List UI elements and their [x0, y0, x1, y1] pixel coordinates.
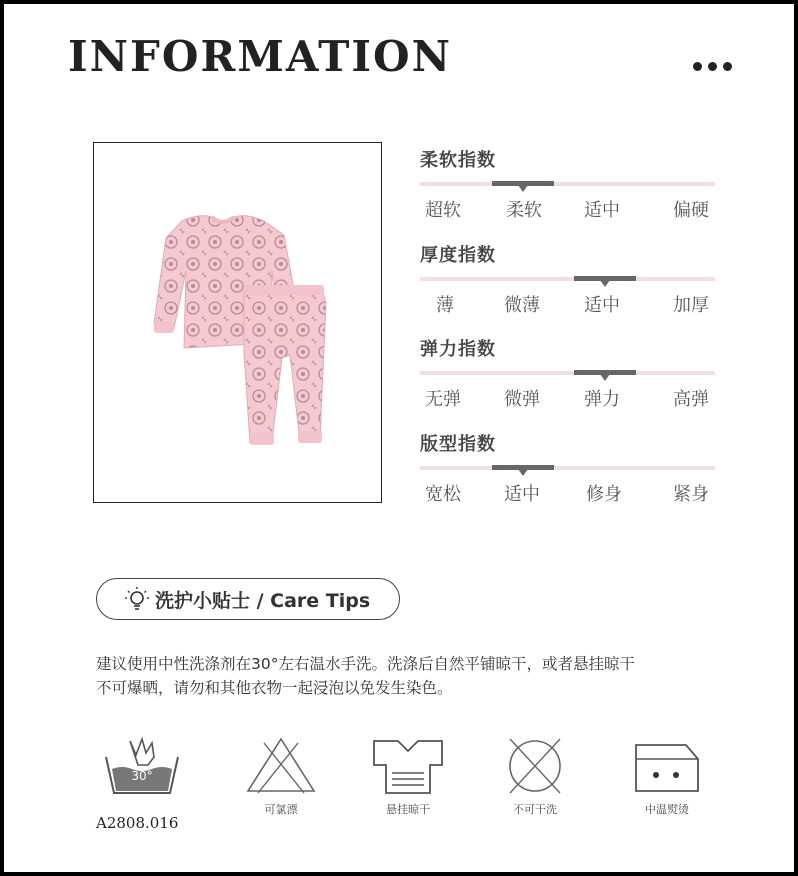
lightbulb-icon — [125, 586, 149, 612]
thickness-label: 微薄 — [504, 295, 540, 316]
thickness-label: 加厚 — [673, 295, 709, 316]
elasticity-label: 高弹 — [673, 389, 709, 410]
bleach-icon — [244, 735, 318, 821]
elasticity-label: 微弹 — [504, 389, 540, 410]
hang-dry-icon — [370, 735, 446, 821]
softness-label: 柔软 — [506, 200, 542, 221]
iron-medium-caption: 中温熨烫 — [645, 803, 689, 816]
more-dots-icon[interactable] — [693, 62, 732, 71]
thickness-label: 薄 — [436, 295, 454, 316]
care-text-line: 不可爆晒，请勿和其他衣物一起浸泡以免发生染色。 — [96, 679, 453, 697]
elasticity-marker — [574, 370, 636, 375]
care-tips-label: 洗护小贴士 / Care Tips — [155, 589, 371, 612]
softness-index-title: 柔软指数 — [420, 150, 496, 171]
fit-index-title: 版型指数 — [420, 434, 496, 455]
fit-marker — [492, 465, 554, 470]
thickness-index-title: 厚度指数 — [420, 245, 496, 266]
product-image — [93, 142, 382, 503]
elasticity-label: 无弹 — [425, 389, 461, 410]
care-tips-pill — [96, 578, 400, 620]
no-tumble-dry-icon — [500, 735, 570, 821]
care-text-line: 建议使用中性洗涤剂在30°左右温水手洗。洗涤后自然平铺晾干，或者悬挂晾干 — [96, 655, 635, 673]
elasticity-index-title: 弹力指数 — [420, 339, 496, 360]
fit-label: 紧身 — [673, 484, 709, 505]
elasticity-index — [420, 335, 715, 409]
no-tumble-dry-caption: 不可干洗 — [513, 803, 557, 816]
thickness-track — [420, 277, 715, 281]
bleach-caption: 可氯漂 — [264, 803, 298, 816]
softness-label: 适中 — [584, 200, 620, 221]
softness-marker — [492, 181, 554, 186]
page-title: INFORMATION — [68, 32, 453, 81]
fit-label: 修身 — [586, 484, 622, 505]
softness-label: 偏硬 — [673, 200, 709, 221]
softness-label: 超软 — [425, 200, 461, 221]
thickness-index — [420, 241, 715, 315]
fit-index — [420, 430, 715, 504]
thickness-label: 适中 — [584, 295, 620, 316]
product-code: A2808.016 — [96, 814, 179, 832]
pajama-illustration — [94, 143, 380, 501]
hang-dry-caption: 悬挂晾干 — [386, 803, 430, 816]
hand-wash-icon — [102, 735, 182, 805]
elasticity-track — [420, 371, 715, 375]
elasticity-label: 弹力 — [584, 389, 620, 410]
iron-medium-icon — [632, 735, 702, 821]
fit-label: 适中 — [504, 484, 540, 505]
softness-track — [420, 182, 715, 186]
fit-track — [420, 466, 715, 470]
fit-label: 宽松 — [425, 484, 461, 505]
softness-index — [420, 146, 715, 220]
thickness-marker — [574, 276, 636, 281]
hand-wash-caption: 30° — [131, 769, 153, 783]
care-instructions — [96, 652, 716, 700]
